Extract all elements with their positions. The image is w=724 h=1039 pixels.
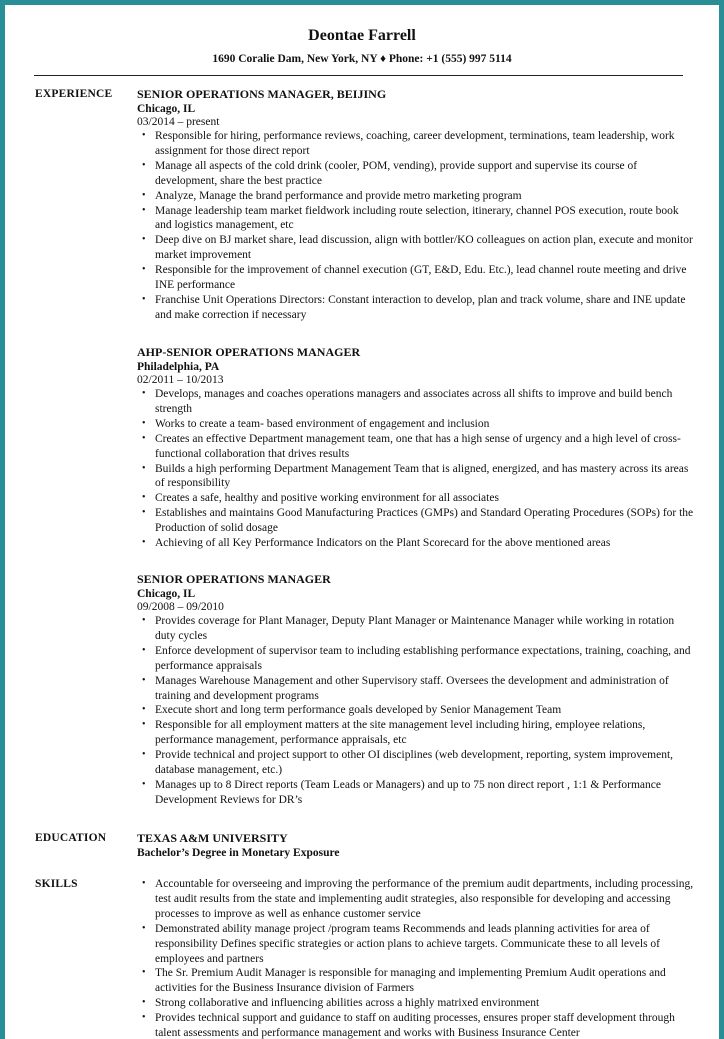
list-item: • Creates an effective Department management team, one that has a high sense of urgency and a high level of cross-functional collaboration that drives results — [142, 432, 681, 460]
list-item: • Responsible for all employment matters at the site management level including hiring, employee relations, performance management, performance appraisals, etc — [142, 719, 646, 747]
job-title: AHP-SENIOR OPERATIONS MANAGER — [137, 345, 361, 359]
list-item: • The Sr. Premium Audit Manager is responsible for managing and implementing Premium Audit operations and activities for the Business Insurance division of Farmers — [142, 967, 666, 995]
list-item: • Franchise Unit Operations Directors: Constant interaction to develop, plan and track volume, share and INE update and make correction if necessary — [142, 293, 686, 321]
job-location: Chicago, IL — [137, 103, 196, 115]
job-bullets — [137, 129, 697, 323]
list-item: • Responsible for the improvement of channel execution (GT, E&D, Edu. Etc.), lead channel route meeting and drive INE performance — [142, 264, 687, 292]
list-item: • Provides coverage for Plant Manager, Deputy Plant Manager or Maintenance Manager while working in rotation duty cycles — [142, 615, 675, 642]
job-entry — [137, 572, 697, 808]
list-item: • Manage all aspects of the cold drink (cooler, POM, vending), provide support and supervise its course of development, share the best practice — [142, 159, 638, 187]
list-item: • Manage leadership team market fieldwork including route selection, itinerary, channel POS execution, route book and logistics management, etc — [142, 204, 679, 232]
list-item: • Builds a high performing Department Management Team that is aligned, energized, and has mastery across its areas of responsibility — [142, 462, 689, 490]
skills-list — [137, 877, 697, 1039]
header-divider — [34, 75, 683, 76]
job-dates: 09/2008 – 09/2010 — [137, 601, 224, 613]
job-bullets — [137, 387, 697, 551]
education-entry — [137, 831, 697, 860]
list-item: • Execute short and long term performance goals developed by Senior Management Team — [142, 704, 562, 717]
education-heading: EDUCATION — [35, 832, 107, 844]
list-item: • Accountable for overseeing and improving the performance of the premium audit departments, including processing, test audit results from the state and implementing audit strategies, also responsible for developing and accessing processes to improve as well as enhance customer service — [142, 878, 694, 920]
list-item: • Deep dive on BJ market share, lead discussion, align with bottler/KO colleagues on action plan, execute and monitor market improvement — [142, 234, 693, 262]
list-item: • Strong collaborative and influencing abilities across a highly matrixed environment — [142, 997, 540, 1010]
job-entry — [137, 345, 697, 551]
contact-line: 1690 Coralie Dam, New York, NY ♦ Phone: +1 (555) 997 5114 — [212, 53, 512, 65]
list-item: • Manages up to 8 Direct reports (Team Leads or Managers) and up to 75 non direct report , 1:1 & Performance Development Reviews for DR’s — [142, 778, 661, 806]
job-location: Chicago, IL — [137, 588, 196, 600]
job-title: SENIOR OPERATIONS MANAGER — [137, 572, 331, 586]
list-item: • Provides technical support and guidance to staff on auditing processes, ensures proper staff development through talent assessments and performance management and works with Business Insurance Center — [142, 1012, 675, 1039]
list-item: • Works to create a team- based environment of engagement and inclusion — [142, 417, 490, 430]
job-dates: 03/2014 – present — [137, 116, 220, 128]
list-item: • Establishes and maintains Good Manufacturing Practices (GMPs) and Standard Operating Procedures (SOPs) for the Production of solid dosage — [142, 507, 694, 535]
list-item: • Enforce development of supervisor team to including establishing performance expectations, training, coaching, and performance appraisals — [142, 644, 691, 672]
list-item: • Develops, manages and coaches operations managers and associates across all shifts to improve and build bench strength — [142, 388, 673, 415]
job-title: SENIOR OPERATIONS MANAGER, BEIJING — [137, 87, 387, 101]
job-entry — [137, 87, 697, 323]
resume-page — [5, 5, 719, 1039]
list-item: • Responsible for hiring, performance reviews, coaching, career development, terminations, team leadership, work assignment for those direct report — [142, 130, 675, 157]
candidate-name: Deontae Farrell — [308, 27, 416, 44]
job-bullets — [137, 614, 697, 808]
school-name: TEXAS A&M UNIVERSITY — [137, 831, 288, 845]
job-dates: 02/2011 – 10/2013 — [137, 374, 224, 386]
list-item: • Achieving of all Key Performance Indicators on the Plant Scorecard for the above mentioned areas — [142, 537, 611, 550]
list-item: • Analyze, Manage the brand performance and provide metro marketing program — [142, 189, 522, 202]
list-item: • Manages Warehouse Management and other Supervisory staff. Oversees the development and administration of training and development programs — [142, 674, 669, 702]
job-location: Philadelphia, PA — [137, 361, 220, 373]
skills-heading: SKILLS — [35, 878, 78, 890]
degree: Bachelor’s Degree in Monetary Exposure — [137, 847, 340, 859]
list-item: • Creates a safe, healthy and positive working environment for all associates — [142, 492, 499, 505]
list-item: • Demonstrated ability manage project /program teams Recommends and leads planning activities for area of responsibility Defines specific strategies or action plans to achieve targets. Communicate these to all levels of employees and partners — [142, 922, 661, 965]
list-item: • Provide technical and project support to other OI disciplines (web development, reporting, system improvement, database management, etc.) — [142, 749, 674, 777]
experience-heading: EXPERIENCE — [35, 88, 113, 100]
skills-bullets — [137, 877, 697, 1039]
